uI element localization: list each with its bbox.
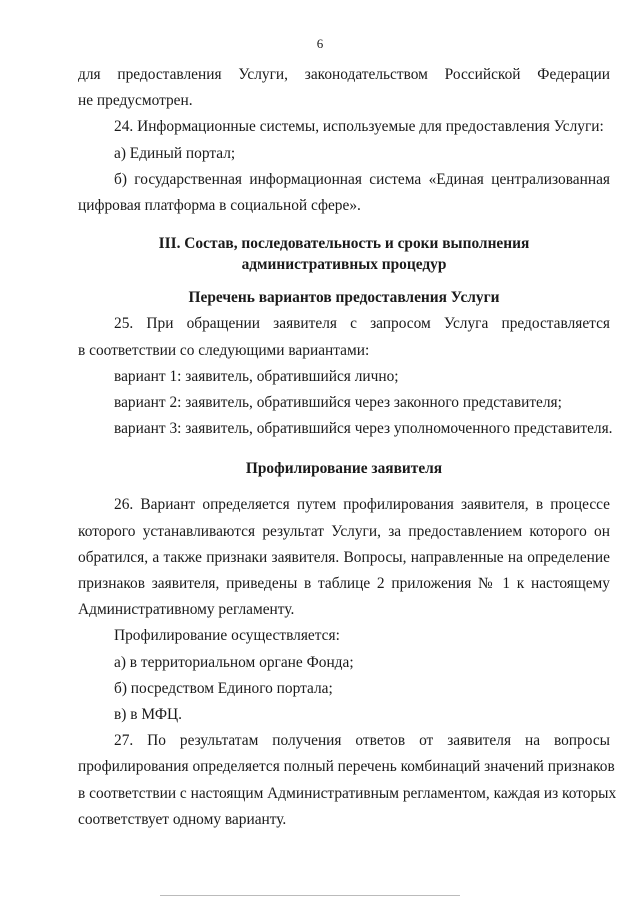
spacer (78, 482, 610, 492)
profiling-item: а) в территориальном органе Фонда; (114, 653, 354, 671)
paragraph-26-line: которого устанавливаются результат Услуги, за предоставлением которого он (78, 522, 610, 540)
profiling-item: б) посредством Единого портала; (114, 679, 333, 697)
subsection-heading: Перечень вариантов предоставления Услуги (188, 289, 500, 307)
text-line: не предусмотрен. (78, 92, 193, 110)
list-item: а) Единый портал; (114, 144, 236, 162)
variant-item: вариант 1: заявитель, обратившийся лично; (114, 367, 399, 385)
paragraph-26-line: Административному регламенту. (78, 601, 295, 619)
paragraph-25-line: в соответствии со следующими вариантами: (78, 341, 370, 359)
spacer (78, 442, 610, 456)
section-title: III. Состав, последовательность и сроки выполнения (158, 235, 530, 253)
page-number: 6 (316, 36, 324, 51)
text-line: цифровая платформа в социальной сфере». (78, 196, 361, 214)
paragraph-26-line: признаков заявителя, приведены в таблице 2 приложения № 1 к настоящему (78, 575, 610, 592)
spacer (78, 275, 610, 285)
variant-item: вариант 3: заявитель, обратившийся через уполномоченного представителя. (114, 420, 613, 438)
variant-item: вариант 2: заявитель, обратившийся через законного представителя; (114, 393, 562, 411)
document-body (78, 62, 617, 833)
profiling-intro: Профилирование осуществляется: (114, 627, 340, 645)
spacer (78, 219, 610, 233)
paragraph-26-line: 26. Вариант определяется путем профилирования заявителя, в процессе (114, 496, 610, 514)
item-24-heading: 24. Информационные системы, используемые для предоставления Услуги: (114, 118, 604, 136)
paragraph-25-line: 25. При обращении заявителя с запросом Услуга предоставляется (114, 315, 610, 333)
paragraph-27-line: профилирования определяется полный перечень комбинаций значений признаков (78, 758, 615, 776)
profiling-item: в) в МФЦ. (114, 705, 182, 723)
paragraph-26-line: обратился, а также признаки заявителя. Вопросы, направленные на определение (78, 548, 610, 566)
paragraph-27-line: соответствует одному варианту. (78, 810, 287, 828)
subsection-heading: Профилирование заявителя (245, 460, 443, 478)
scan-edge-divider (160, 895, 460, 896)
text-line: для предоставления Услуги, законодательством Российской Федерации (78, 66, 610, 83)
paragraph-27-line: в соответствии с настоящим Административным регламентом, каждая из которых (78, 784, 617, 802)
section-title-continuation: административных процедур (241, 256, 447, 274)
list-item: б) государственная информационная система «Единая централизованная (114, 170, 610, 188)
paragraph-27-line: 27. По результатам получения ответов от заявителя на вопросы (114, 732, 610, 750)
